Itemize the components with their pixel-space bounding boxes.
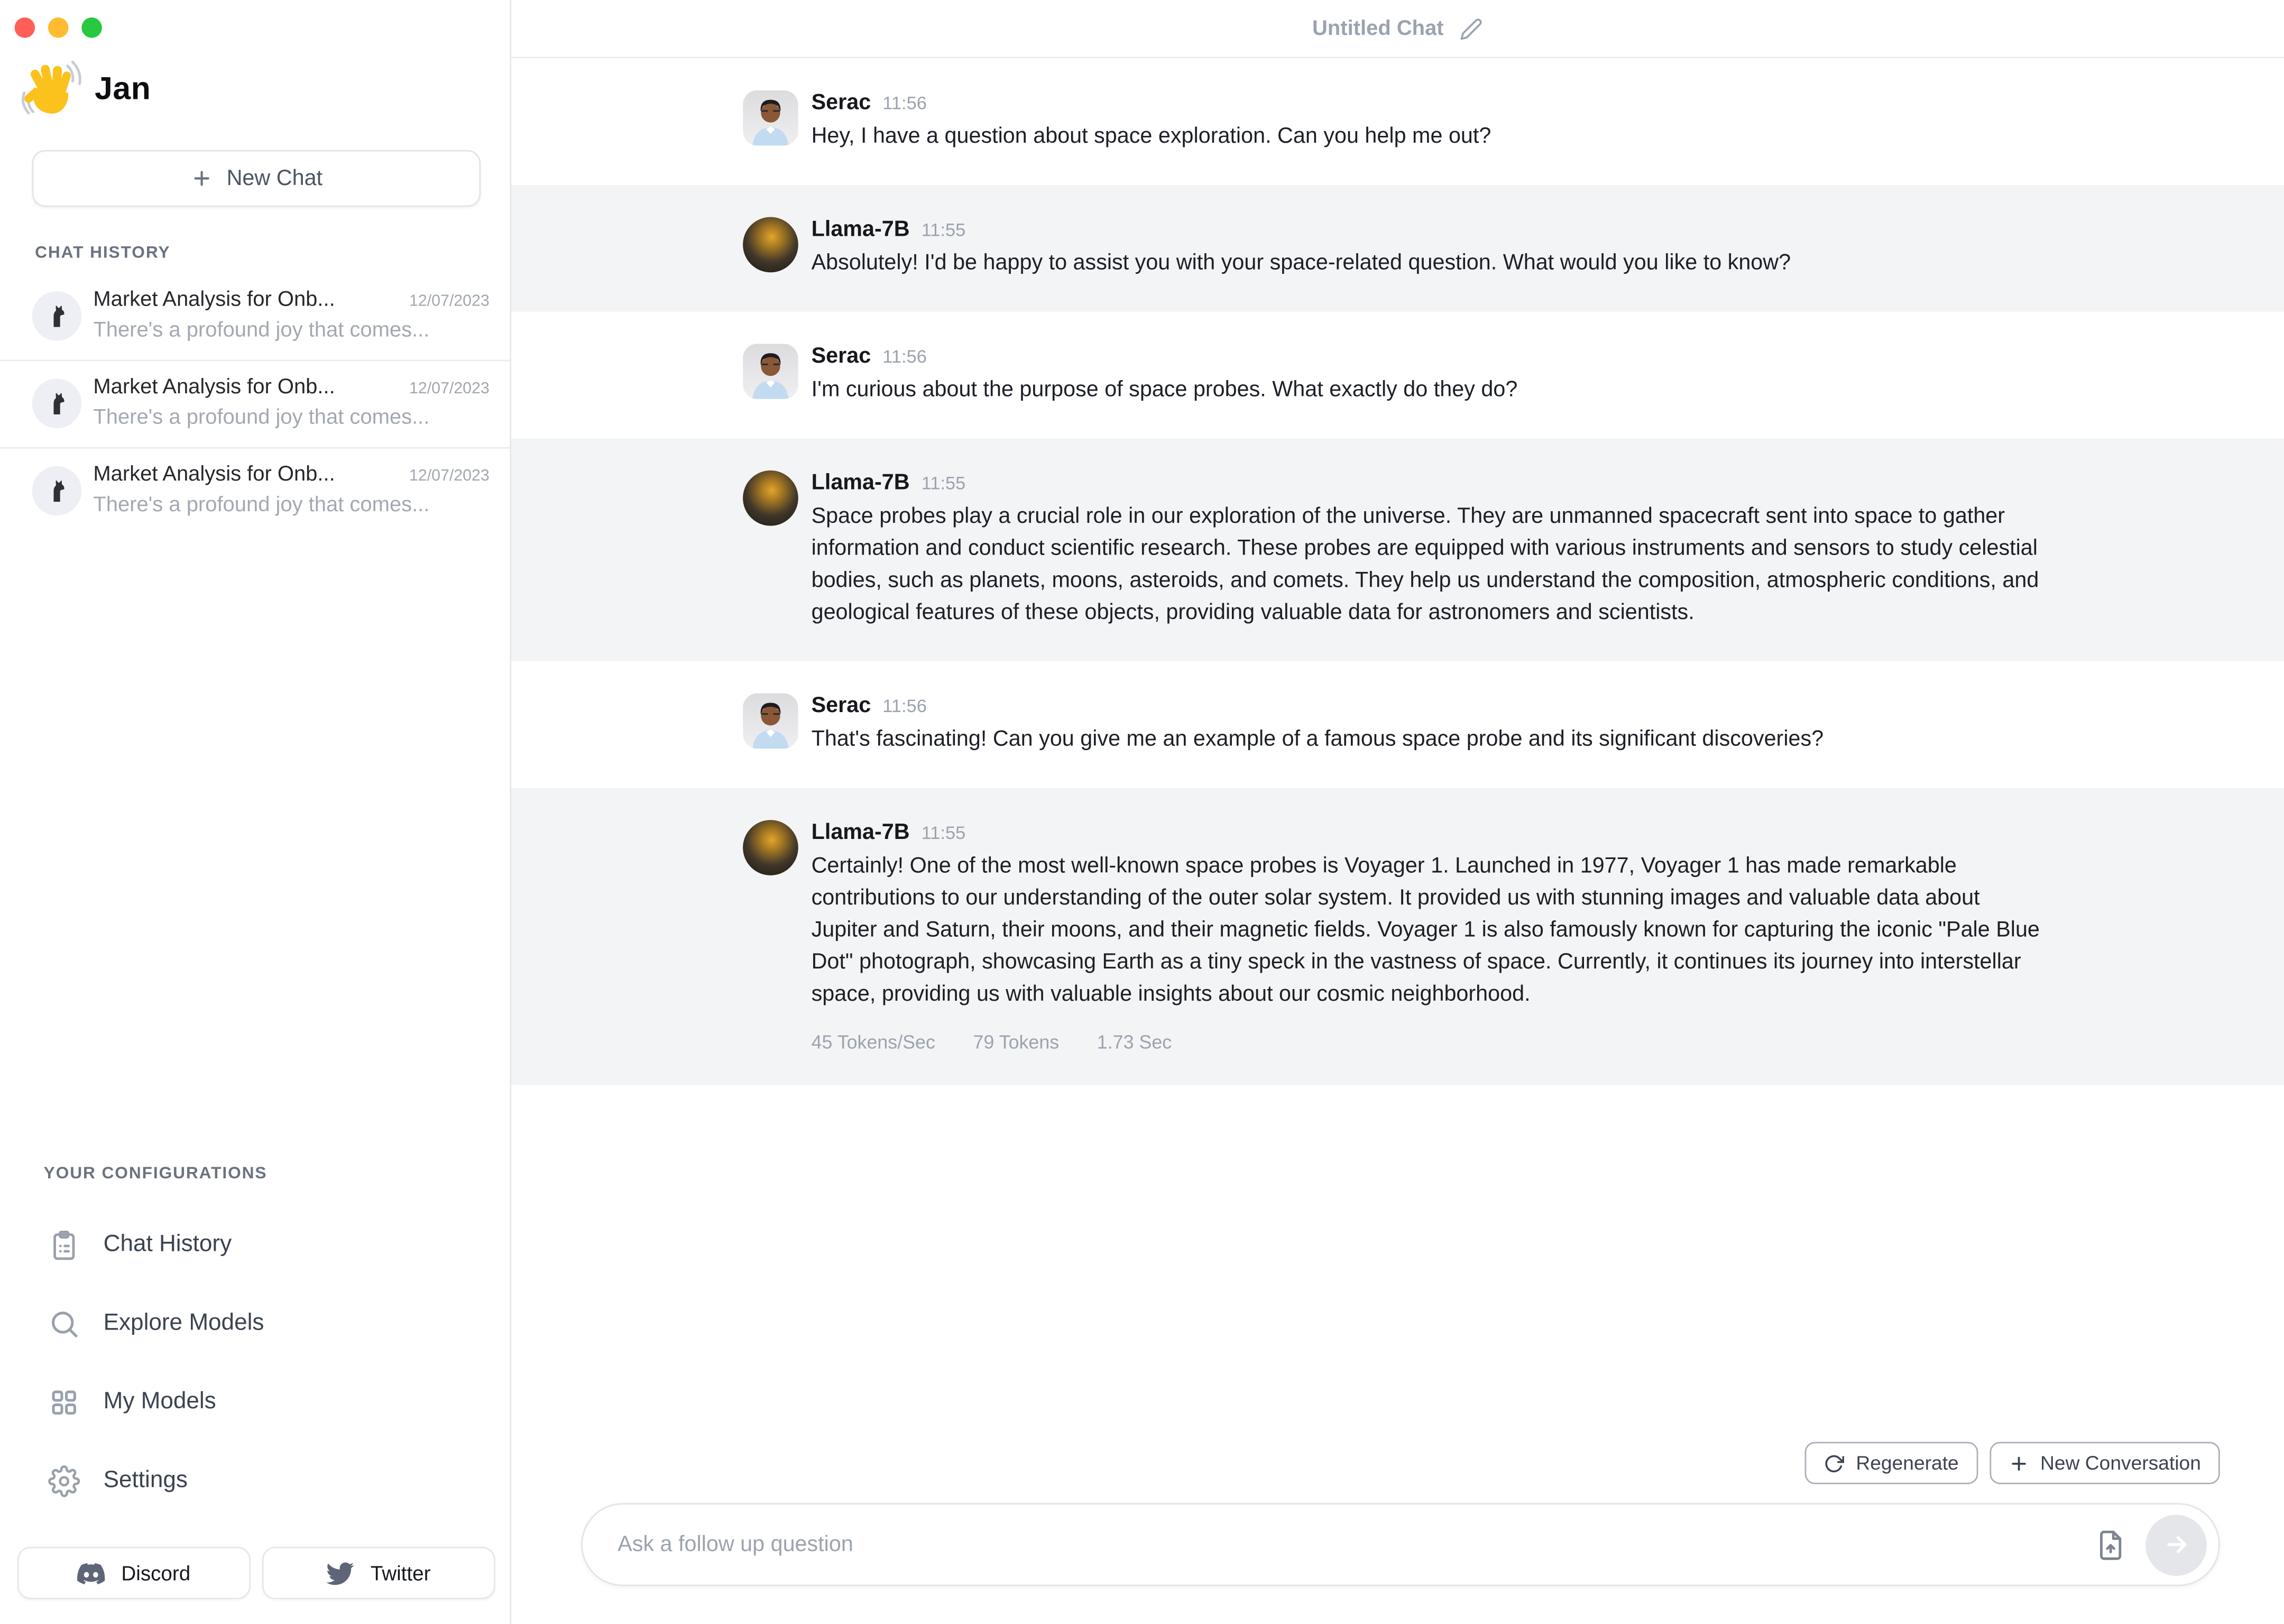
chat-history-item-title: Market Analysis for Onb... xyxy=(93,463,335,487)
send-button[interactable] xyxy=(2145,1514,2207,1575)
message-header xyxy=(812,90,2220,115)
sidebar-item-label: Settings xyxy=(103,1468,188,1493)
message-row xyxy=(511,185,2284,312)
message-timestamp: 11:56 xyxy=(882,93,927,114)
sidebar-item-label: My Models xyxy=(103,1389,216,1415)
sidebar xyxy=(0,0,511,1624)
chat-history-item-body xyxy=(93,463,489,517)
app-logo xyxy=(21,58,510,119)
chat-history-item-body xyxy=(93,289,489,343)
plus-icon xyxy=(190,168,212,189)
message-author: Serac xyxy=(811,693,871,718)
gear-icon xyxy=(48,1465,80,1498)
sidebar-item-label: Explore Models xyxy=(103,1311,264,1336)
chat-history-item-preview: There's a profound joy that comes... xyxy=(93,406,430,430)
message-body xyxy=(812,470,2220,629)
message-text: Absolutely! I'd be happy to assist you with your space-related question. What would you like to know? xyxy=(811,250,1791,275)
message xyxy=(743,693,2220,755)
chat-history-list xyxy=(0,274,510,534)
plus-icon xyxy=(2008,1453,2029,1473)
message-text: Space probes play a crucial role in our exploration of the universe. They are unmanned spacecraft sent into space to gather information and conduct scientific research. These probes are equipped with various instruments and sensors to study celestial bodies, such as planets, moons, asteroids, and comets. They help us understand the composition, atmospheric conditions, and geological features of these objects, providing valuable data for astronomers and scientists. xyxy=(811,504,2039,625)
twitter-icon xyxy=(327,1559,354,1586)
message xyxy=(743,470,2220,629)
message-list xyxy=(511,58,2284,1085)
message-body xyxy=(812,90,2220,153)
app-title: Jan xyxy=(95,70,151,107)
new-chat-label: New Chat xyxy=(226,166,323,191)
message-text: I'm curious about the purpose of space probes. What exactly do they do? xyxy=(811,377,1518,402)
chat-history-item[interactable] xyxy=(0,361,510,448)
message xyxy=(743,344,2220,406)
user-avatar xyxy=(743,344,798,399)
grid-icon xyxy=(48,1387,80,1419)
user-avatar xyxy=(743,90,798,146)
assistant-avatar xyxy=(743,470,798,526)
message-header xyxy=(812,820,2220,845)
chat-history-item-date: 12/07/2023 xyxy=(409,292,490,310)
file-upload-icon[interactable] xyxy=(2095,1528,2127,1561)
message-row xyxy=(511,788,2284,1085)
message-timestamp: 11:56 xyxy=(882,346,927,367)
message-header xyxy=(812,217,2220,242)
arrow-right-icon xyxy=(2162,1531,2190,1558)
regenerate-label: Regenerate xyxy=(1856,1452,1959,1474)
followup-input[interactable] xyxy=(615,1531,2095,1558)
message-author: Llama-7B xyxy=(811,470,910,495)
generation-stat: 45 Tokens/Sec xyxy=(811,1031,935,1053)
configurations-section xyxy=(0,1165,509,1520)
chat-history-item-title: Market Analysis for Onb... xyxy=(93,375,335,399)
regenerate-icon xyxy=(1824,1453,1845,1473)
message-author: Llama-7B xyxy=(811,820,910,845)
generation-stat: 79 Tokens xyxy=(973,1031,1060,1053)
message-row xyxy=(511,661,2284,788)
message-composer xyxy=(581,1503,2219,1586)
sidebar-item-explore-models[interactable] xyxy=(0,1285,509,1363)
message-header xyxy=(812,470,2220,495)
configurations-heading: YOUR CONFIGURATIONS xyxy=(43,1165,268,1183)
clipboard-icon xyxy=(48,1229,80,1261)
message-text: Hey, I have a question about space exploration. Can you help me out? xyxy=(811,124,1491,149)
assistant-avatar xyxy=(743,217,798,273)
llama-icon xyxy=(32,378,82,428)
message-timestamp: 11:55 xyxy=(921,473,966,494)
chat-history-heading: CHAT HISTORY xyxy=(35,244,171,262)
message-row xyxy=(511,438,2284,661)
chat-history-item-body xyxy=(93,376,489,430)
user-avatar xyxy=(743,693,798,749)
chat-panel xyxy=(511,0,2284,1624)
twitter-label: Twitter xyxy=(370,1561,431,1585)
assistant-avatar xyxy=(743,820,798,875)
message-row xyxy=(511,58,2284,185)
chat-history-item-preview: There's a profound joy that comes... xyxy=(93,493,430,518)
llama-icon xyxy=(32,465,82,515)
new-conversation-label: New Conversation xyxy=(2040,1452,2201,1474)
message-author: Llama-7B xyxy=(811,217,910,242)
chat-history-item-date: 12/07/2023 xyxy=(409,380,490,398)
discord-icon xyxy=(78,1559,105,1586)
chat-history-item-date: 12/07/2023 xyxy=(409,467,490,485)
message-timestamp: 11:56 xyxy=(882,696,927,717)
chat-history-item-preview: There's a profound joy that comes... xyxy=(93,319,430,343)
zoom-window-button[interactable] xyxy=(81,17,102,38)
message xyxy=(743,90,2220,153)
message-timestamp: 11:55 xyxy=(921,220,966,241)
sidebar-item-my-models[interactable] xyxy=(0,1363,509,1442)
chat-title: Untitled Chat xyxy=(1312,16,1444,40)
window-controls xyxy=(0,0,510,38)
llama-icon xyxy=(32,291,82,340)
twitter-button[interactable] xyxy=(262,1547,495,1599)
message-author: Serac xyxy=(811,90,871,115)
message xyxy=(743,217,2220,280)
close-window-button[interactable] xyxy=(15,17,35,38)
waving-hand-icon xyxy=(21,58,82,119)
message xyxy=(743,820,2220,1053)
generation-stats xyxy=(812,1031,2220,1053)
message-body xyxy=(812,820,2220,1053)
regenerate-button[interactable] xyxy=(1805,1442,1978,1484)
chat-history-item[interactable] xyxy=(0,274,510,361)
sidebar-item-label: Chat History xyxy=(103,1232,232,1257)
discord-label: Discord xyxy=(121,1561,191,1585)
message-header xyxy=(812,344,2220,368)
message-timestamp: 11:55 xyxy=(921,823,966,844)
message-text: Certainly! One of the most well-known space probes is Voyager 1. Launched in 1977, Voyager 1 has made remarkable contributions to our understanding of the outer solar system. It provided us with stunning images and valuable data about Jupiter and Saturn, their moons, and their magnetic fields. Voyager 1 is also famously known for capturing the iconic "Pale Blue Dot" photograph, showcasing Earth as a tiny speck in the vastness of space. Currently, it continues its journey into interstellar space, providing us with valuable insights about our cosmic neighborhood. xyxy=(811,853,2040,1007)
sidebar-item-chat-history[interactable] xyxy=(0,1206,509,1285)
new-chat-button[interactable] xyxy=(32,150,481,207)
generation-stat: 1.73 Sec xyxy=(1097,1031,1172,1053)
minimize-window-button[interactable] xyxy=(48,17,69,38)
chat-header xyxy=(511,0,2284,58)
configurations-list xyxy=(0,1206,509,1520)
discord-button[interactable] xyxy=(17,1547,251,1599)
sidebar-footer xyxy=(17,1547,495,1599)
message-text: That's fascinating! Can you give me an example of a famous space probe and its significant discoveries? xyxy=(811,726,1824,752)
message-body xyxy=(812,217,2220,280)
chat-history-item-title: Market Analysis for Onb... xyxy=(93,288,335,312)
chat-history-item[interactable] xyxy=(0,449,510,535)
message-header xyxy=(812,693,2220,718)
search-icon xyxy=(48,1308,80,1340)
sidebar-item-settings[interactable] xyxy=(0,1442,509,1521)
chat-actions xyxy=(1805,1442,2220,1484)
pencil-icon[interactable] xyxy=(1460,17,1483,40)
message-author: Serac xyxy=(811,344,871,369)
new-conversation-button[interactable] xyxy=(1990,1442,2220,1484)
message-body xyxy=(812,693,2220,755)
message-body xyxy=(812,344,2220,406)
message-row xyxy=(511,312,2284,439)
